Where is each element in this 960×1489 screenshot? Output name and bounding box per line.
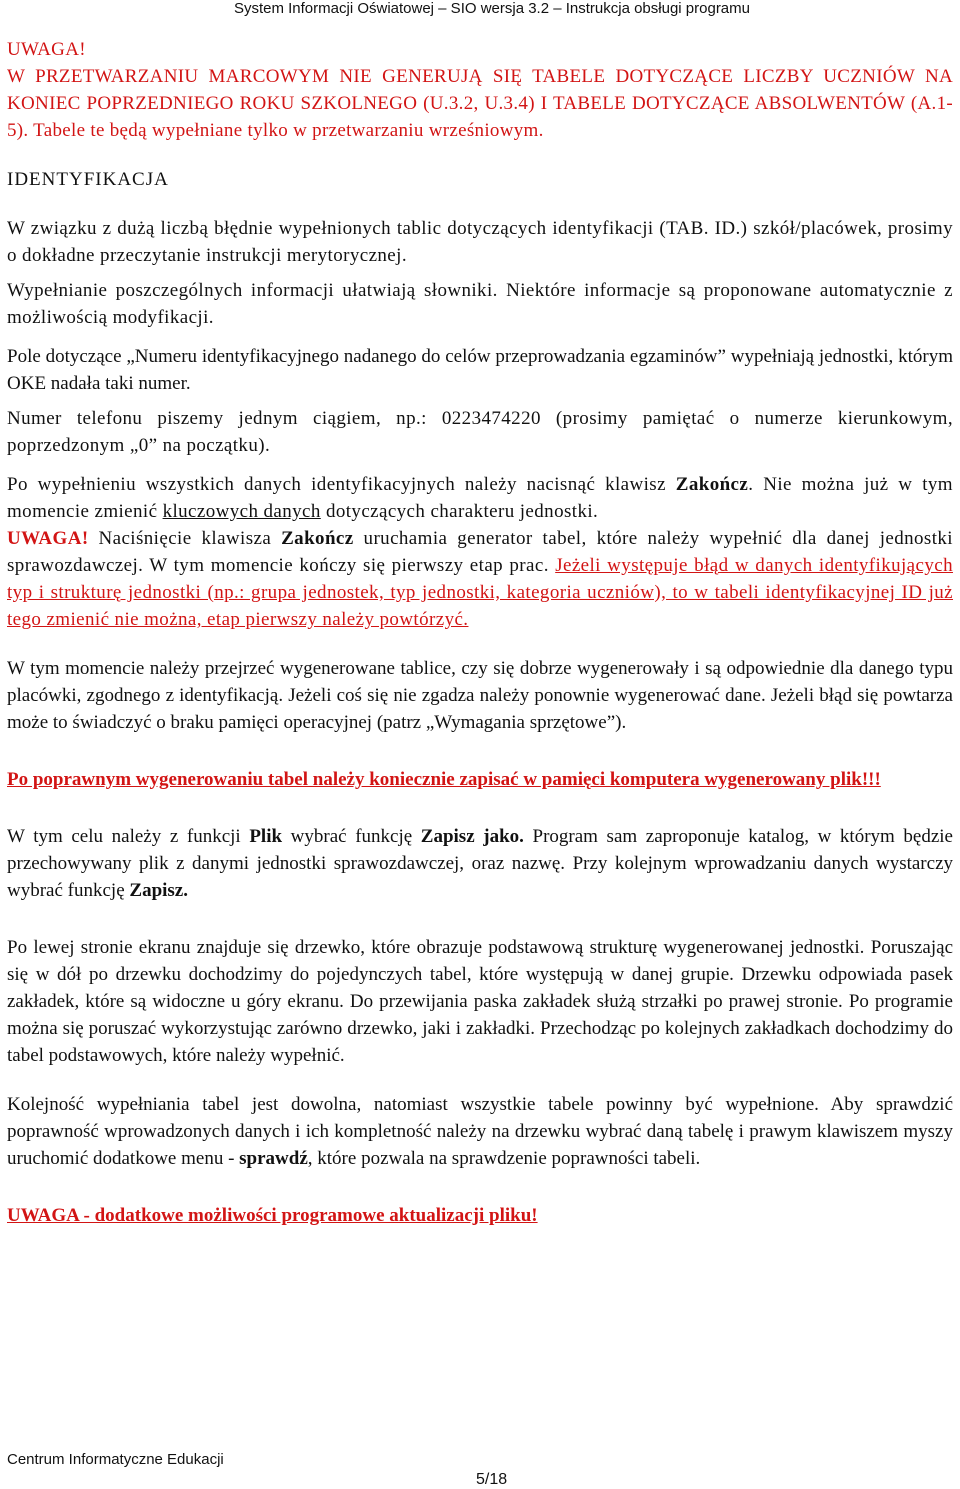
text: Kolejność wypełniania tabel jest dowolna, natomiast wszystkie tabele powinny być wypełnione. Aby sprawdzić poprawność wprowadzonych danych i ich kompletność należy na drzewku wybrać daną tabelę i prawym klawiszem myszy uruchomić dodatkowe menu -: [7, 1094, 953, 1169]
paragraph-save-file: [7, 823, 953, 904]
footer-org: Centrum Informatyczne Edukacji: [7, 1451, 224, 1468]
text: Naciśnięcie klawisza: [88, 528, 282, 549]
text: wybrać funkcję: [282, 826, 421, 847]
zakoncz-key: Zakończ: [281, 528, 354, 549]
text: uruchamia generator tabel, które należy wypełnić dla danej jednostki sprawozdawczej. W tym momencie kończy się pierwszy etap prac.: [7, 528, 953, 576]
text: Program sam zaproponuje katalog, w którym będzie przechowywany plik z danymi jednostki sprawozdawczej, oraz nazwę. Przy kolejnym wprowadzaniu danych wystarczy wybrać funkcję: [7, 826, 953, 901]
page-header: System Informacji Oświatowej – SIO wersja 3.2 – Instrukcja obsługi programu: [233, 0, 750, 17]
paragraph-dictionaries: Wypełnianie poszczególnych informacji ułatwiają słowniki. Niektóre informacje są proponowane automatycznie z możliwością modyfikacji.: [7, 280, 953, 328]
warning-text: W PRZETWARZANIU MARCOWYM NIE GENERUJĄ SIĘ TABELE DOTYCZĄCE LICZBY UCZNIÓW NA KONIEC POPRZEDNIEGO ROKU SZKOLNEGO (U.3.2, U.3.4) I TABELE DOTYCZĄCE ABSOLWENTÓW (A.1-5). Tabele te będą wypełniane tylko w przetwarzaniu wrześniowym.: [7, 66, 953, 141]
uwaga-label: UWAGA!: [7, 528, 89, 549]
warning-label: UWAGA!: [7, 39, 86, 60]
text: , które pozwala na sprawdzenie poprawności tabeli.: [307, 1148, 701, 1169]
paragraph-exam-number: Pole dotyczące „Numeru identyfikacyjnego nadanego do celów przeprowadzania egzaminów” wypełniają jednostki, którym OKE nadała taki numer.: [7, 346, 953, 394]
text: W tym celu należy z funkcji: [7, 826, 250, 847]
section-title: IDENTYFIKACJA: [7, 169, 169, 190]
error-warning: Jeżeli występuje błąd w danych identyfikujących typ i strukturę jednostki (np.: grupa jednostek, typ jednostki, kategoria uczniów), to w tabeli identyfikacyjnej ID już tego zmienić nie można, etap pierwszy należy powtórzyć.: [7, 555, 953, 630]
paragraph-review-tables: W tym momencie należy przejrzeć wygenerowane tablice, czy się dobrze wygenerowały i są odpowiednie dla danego typu placówki, zgodnego z identyfikacją. Jeżeli coś się nie zgadza należy ponownie wygenerować dane. Jeżeli błąd się powtarza może to świadczyć o braku pamięci operacyjnej (patrz „Wymagania sprzętowe”).: [7, 658, 953, 733]
plik-menu: Plik: [249, 826, 283, 847]
document-body: [7, 36, 953, 1229]
paragraph-order: [7, 1091, 953, 1172]
paragraph-identification: W związku z dużą liczbą błędnie wypełnionych tablic dotyczących identyfikacji (TAB. ID.) szkół/placówek, prosimy o dokładne przeczytanie instrukcji merytorycznej.: [7, 218, 953, 266]
text: dotyczących charakteru jednostki.: [320, 501, 599, 522]
sprawdz-menu: sprawdź: [239, 1148, 308, 1169]
save-warning: Po poprawnym wygenerowaniu tabel należy koniecznie zapisać w pamięci komputera wygenerowany plik!!!: [7, 769, 881, 790]
zapisz-jako-function: Zapisz jako.: [420, 826, 524, 847]
key-data-link[interactable]: kluczowych danych: [162, 501, 321, 522]
paragraph-phone-number: Numer telefonu piszemy jednym ciągiem, np.: 0223474220 (prosimy pamiętać o numerze kierunkowym, poprzedzonym „0” na początku).: [7, 408, 953, 456]
paragraph-tree: Po lewej stronie ekranu znajduje się drzewko, które obrazuje podstawową strukturę wygenerowanej jednostki. Poruszając się w dół po drzewku dochodzimy do pojedynczych tabel, które występują w danej grupie. Drzewku odpowiada pasek zakładek, które są widoczne u góry ekranu. Do przewijania paska zakładek służą strzałki po prawej stronie. Po programie można się poruszać wykorzystując zarówno drzewko, jaki i zakładki. Przechodząc po kolejnych zakładkach dochodzimy do tabel podstawowych, które należy wypełnić.: [7, 937, 953, 1066]
paragraph-finish: [7, 471, 953, 633]
zakoncz-key: Zakończ: [675, 474, 749, 495]
zapisz-function: Zapisz.: [129, 880, 188, 901]
update-warning: UWAGA - dodatkowe możliwości programowe aktualizacji pliku!: [7, 1205, 538, 1226]
page-number: 5/18: [476, 1471, 508, 1488]
text: . Nie można już w tym momencie zmienić: [7, 474, 953, 522]
text: Po wypełnieniu wszystkich danych identyfikacyjnych należy nacisnąć klawisz: [7, 474, 676, 495]
